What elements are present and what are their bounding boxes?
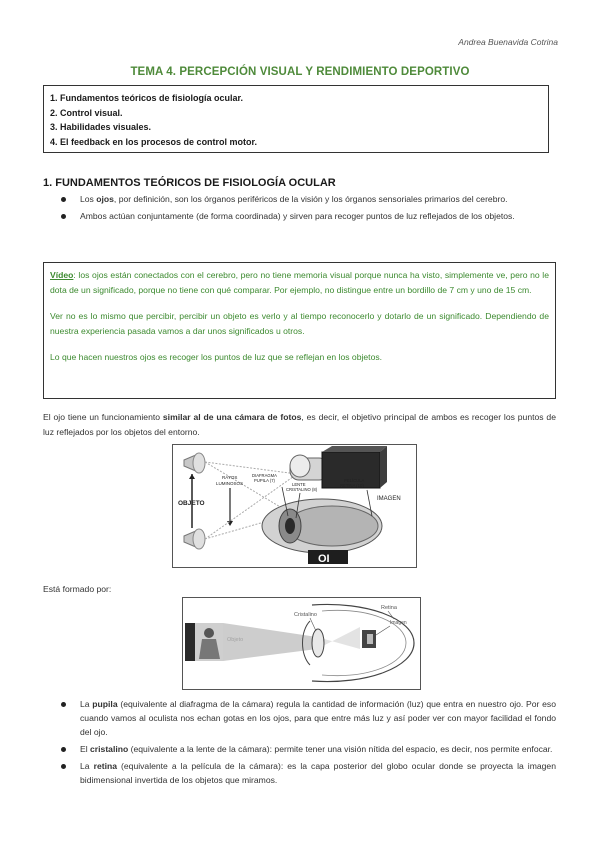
list-item [43, 192, 556, 206]
video-label: Vídeo [50, 270, 74, 280]
eye-section-diagram [182, 597, 421, 690]
bold-text: retina [93, 761, 117, 771]
label-rayos: RAYOS [222, 475, 238, 480]
label-pelicula: PELÍCULA [344, 478, 365, 483]
text: El ojo tiene un funcionamiento [43, 412, 163, 422]
camera-paragraph [43, 410, 556, 439]
text: (equivalente a la película de la cámara): es la capa posterior del globo ocular donde se proyecta la imagen bidimensional invertida de los objetos que miramos. [80, 761, 556, 785]
bold-text: ojos [96, 194, 114, 204]
bold-text: pupila [92, 699, 118, 709]
label-cristalino: Cristalino [294, 612, 317, 618]
label-objeto: OBJETO [178, 500, 205, 507]
lens [312, 629, 324, 657]
page-title: TEMA 4. PERCEPCIÓN VISUAL Y RENDIMIENTO DEPORTIVO [130, 66, 470, 78]
eye-camera-diagram [172, 444, 417, 568]
text: Ambos actúan conjuntamente (de forma coordinada) y sirven para recoger puntos de luz reflejados de los objetos. [80, 211, 515, 221]
bullet-icon [61, 747, 66, 752]
text: El [80, 744, 91, 754]
toc-item: 3. Habilidades visuales. [50, 122, 152, 132]
toc-item: 1. Fundamentos teóricos de fisiología ocular. [50, 93, 244, 103]
table-of-contents [43, 85, 549, 153]
video-note-box [43, 262, 556, 399]
bullet-icon [61, 214, 66, 219]
text: , por definición, son los órganos periféricos de la visión y los órganos sensoriales primarios del cerebro. [113, 194, 508, 204]
label-pupila: PUPILA (7) [254, 478, 275, 483]
eye-parts-list [43, 697, 556, 790]
header-author: Andrea Buenavida Cotrina [458, 37, 558, 47]
label-diafragma: DIAFRAGMA [252, 473, 277, 478]
text: Los [80, 194, 97, 204]
text: (equivalente a la lente de la cámara): permite tener una visión nítida del espacio, es decir, nos permite enfocar. [128, 744, 553, 754]
label-lente: LENTE [292, 482, 306, 487]
list-item [43, 759, 556, 787]
list-item [43, 697, 556, 739]
label-retina: Retina [381, 605, 397, 611]
bullet-icon [61, 764, 66, 769]
text: : los ojos están conectados con el cerebro, pero no tiene memoria visual porque nunca ha visto, simplemente ve, pero no le dota de un significado, porque no tiene con qué comparar. Por ejemplo, no distingue entre un bordillo de 7 cm y uno de 15 cm. [50, 270, 549, 295]
video-paragraph: Lo que hacen nuestros ojos es recoger los puntos de luz que se reflejan en los objetos. [50, 352, 383, 362]
label-imagen: Imagen [390, 620, 407, 626]
text: (equivalente al diafragma de la cámara) regula la cantidad de información (luz) que entra en nuestro ojo. Por eso cuando vamos al oculista nos echan gotas en los ojos, para que entre más luz y así poder ver con mayor facilidad el fondo del ojo. [80, 699, 556, 737]
label-retina: RETINA (10) [340, 483, 364, 488]
section-bullets [43, 192, 556, 226]
section-heading: 1. FUNDAMENTOS TEÓRICOS DE FISIOLOGÍA OCULAR [43, 177, 336, 189]
label-luminosos: LUMINOSOS [216, 481, 244, 486]
toc-item: 2. Control visual. [50, 107, 123, 118]
label-cristalino: CRISTALINO (8) [286, 487, 318, 492]
text: La [80, 761, 94, 771]
list-item [43, 742, 556, 756]
video-paragraph: Ver no es lo mismo que percibir, percibir un objeto es verlo y al tiempo reconocerlo y dotarlo de un significado. Dependiendo de nuestra experiencia pasada vamos a dar unos significados u otros. [50, 311, 549, 336]
label-oi: OI [318, 553, 330, 565]
formed-by-label: Está formado por: [43, 584, 112, 594]
bold-text: cristalino [90, 744, 129, 754]
toc-item: 4. El feedback en los procesos de control motor. [50, 136, 258, 147]
label-imagen: IMAGEN [377, 496, 401, 502]
video-paragraph [50, 268, 549, 297]
bullet-icon [61, 197, 66, 202]
bold-text: similar al de una cámara de fotos [162, 412, 302, 422]
text: La [80, 699, 93, 709]
bullet-icon [61, 702, 66, 707]
text: , es decir, el objetivo principal de ambos es recoger los puntos de luz reflejados por los objetos del entorno. [43, 412, 556, 437]
list-item [43, 209, 556, 223]
